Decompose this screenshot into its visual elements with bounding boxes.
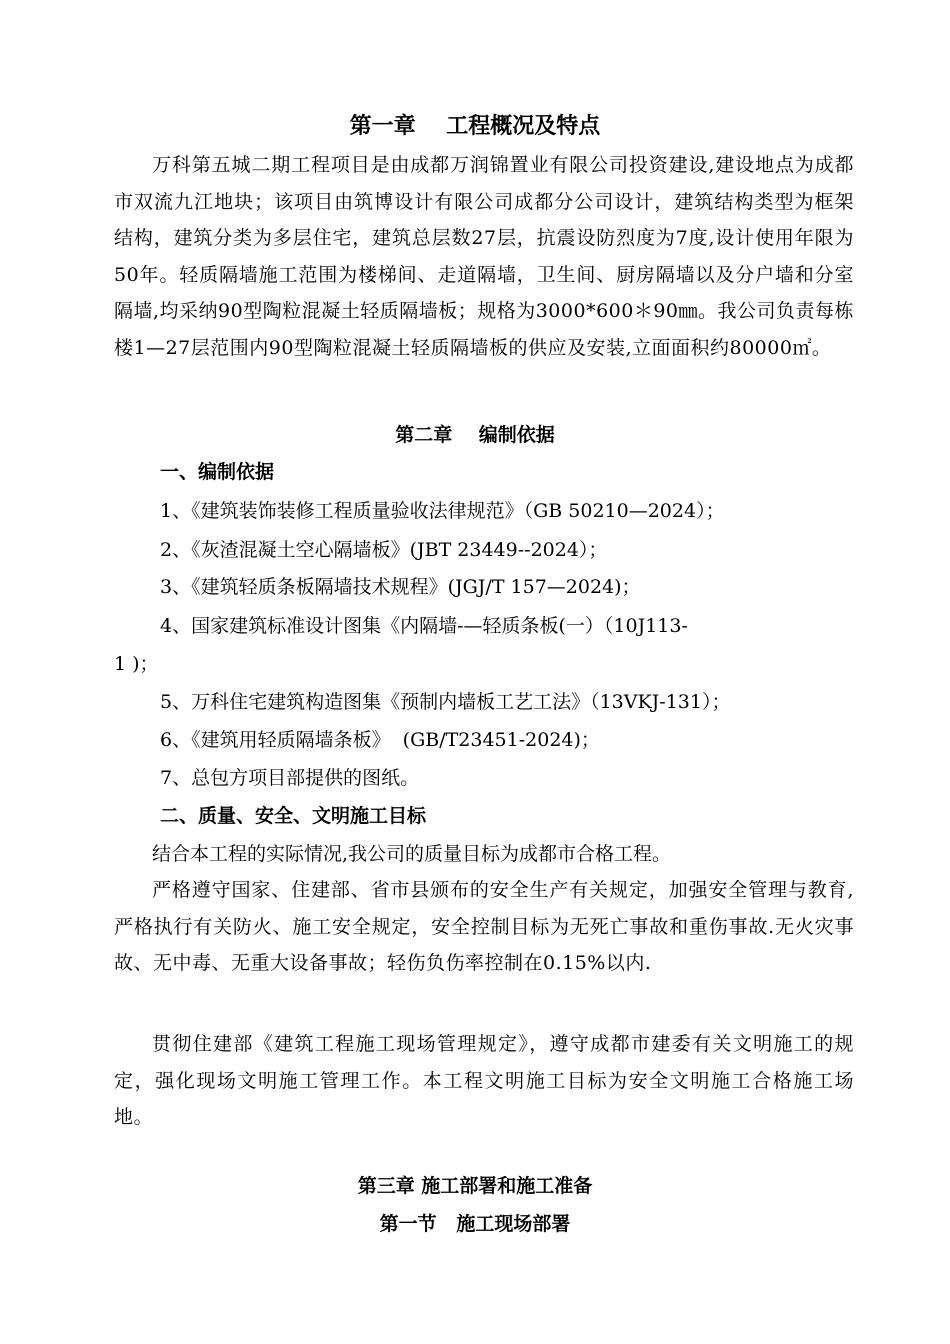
basis-item: 1、《建筑装饰装修工程质量验收法律规范》（GB 50210—2024）；: [160, 500, 725, 522]
basis-item: 2、《灰渣混凝土空心隔墙板》(JBT 23449--2024）；: [160, 539, 608, 561]
goals-paragraph-civilized: 贯彻住建部《建筑工程施工现场管理规定》，遵守成都市建委有关文明施工的规定，强化现场文明施工管理工作。本工程文明施工目标为安全文明施工合格施工场地。: [114, 1033, 854, 1128]
basis-item-continued: 1 )；: [114, 653, 159, 675]
basis-item: 4、国家建筑标准设计图集《内隔墙-—轻质条板(一）（10J113-: [160, 615, 688, 637]
goals-paragraph-quality: 结合本工程的实际情况,我公司的质量目标为成都市合格工程。: [152, 843, 672, 865]
basis-item: 7、总包方项目部提供的图纸。: [160, 767, 420, 789]
goals-paragraph-safety: 严格遵守国家、住建部、省市县颁布的安全生产有关规定，加强安全管理与教育,严格执行有关防火、施工安全规定，安全控制目标为无死亡事故和重伤事故.无火灾事故、无中毒、无重大设备事故；轻伤负伤率控制在0.15%以内.: [114, 879, 854, 974]
basis-item: 5、万科住宅建筑构造图集《预制内墙板工艺工法》（13VKJ-131）；: [160, 691, 731, 713]
section-goals-title: 二、质量、安全、文明施工目标: [160, 805, 427, 827]
chapter-3-section-1-title: 第一节 施工现场部署: [379, 1213, 571, 1235]
section-basis-title: 一、编制依据: [160, 461, 275, 483]
chapter-1-paragraph: 万科第五城二期工程项目是由成都万润锦置业有限公司投资建设,建设地点为成都市双流九江地块；该项目由筑博设计有限公司成都分公司设计，建筑结构类型为框架结构，建筑分类为多层住宅，建筑总层数27层，抗震设防烈度为7度,设计使用年限为50年。轻质隔墙施工范围为楼梯间、走道隔墙，卫生间、厨房隔墙以及分户墙和分室隔墙,均采纳90型陶粒混凝土轻质隔墙板；规格为3000*600＊90㎜。我公司负责每栋楼1—27层范围内90型陶粒混凝土轻质隔墙板的供应及安装,立面面积约80000㎡。: [114, 154, 855, 359]
chapter-1-title: 第一章 工程概况及特点: [349, 114, 601, 139]
basis-item: 6、《建筑用轻质隔墙条板》 (GB/T23451-2024)；: [160, 729, 600, 751]
basis-item: 3、《建筑轻质条板隔墙技术规程》(JGJ/T 157—2024)；: [160, 576, 641, 598]
chapter-3-title: 第三章 施工部署和施工准备: [357, 1175, 593, 1197]
chapter-2-title: 第二章 编制依据: [395, 424, 555, 446]
